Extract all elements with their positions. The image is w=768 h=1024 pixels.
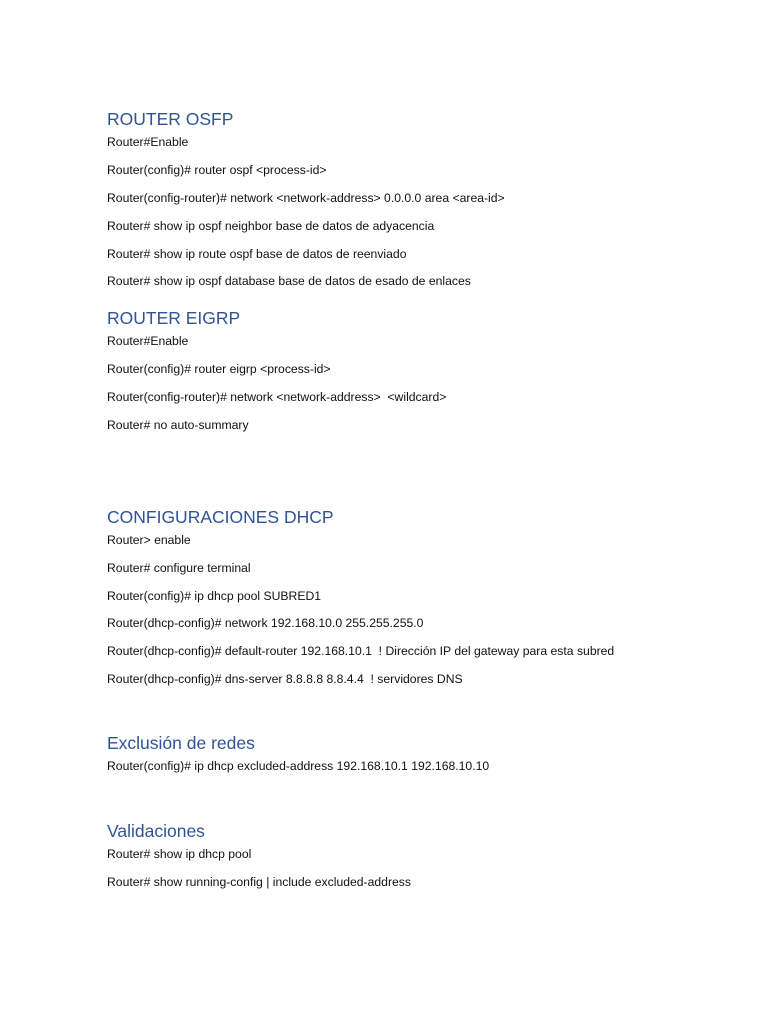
command-line: Router(dhcp-config)# network 192.168.10.0 255.255.255.0 xyxy=(107,616,424,630)
command-line: Router(dhcp-config)# default-router 192.168.10.1 ! Dirección IP del gateway para esta subred xyxy=(107,644,615,658)
command-line: Router# show ip route ospf base de datos de reenviado xyxy=(107,247,407,261)
command-line: Router(config)# ip dhcp pool SUBRED1 xyxy=(107,589,322,603)
command-line: Router(config)# ip dhcp excluded-address 192.168.10.1 192.168.10.10 xyxy=(107,759,490,773)
section-heading-dhcp: CONFIGURACIONES DHCP xyxy=(107,507,334,527)
command-line: Router(config)# router eigrp <process-id> xyxy=(107,362,331,376)
command-line: Router> enable xyxy=(107,533,191,547)
section-heading-validaciones: Validaciones xyxy=(107,821,205,841)
command-line: Router# configure terminal xyxy=(107,561,251,575)
section-heading-router-ospf: ROUTER OSFP xyxy=(107,109,234,129)
command-line: Router(config)# router ospf <process-id> xyxy=(107,163,327,177)
command-line: Router#Enable xyxy=(107,135,189,149)
command-line: Router(dhcp-config)# dns-server 8.8.8.8 8.8.4.4 ! servidores DNS xyxy=(107,672,463,686)
command-line: Router# no auto-summary xyxy=(107,418,249,432)
command-line: Router# show ip ospf database base de datos de esado de enlaces xyxy=(107,274,471,288)
command-line: Router#Enable xyxy=(107,334,189,348)
command-line: Router# show ip ospf neighbor base de datos de adyacencia xyxy=(107,219,435,233)
section-heading-exclusion: Exclusión de redes xyxy=(107,733,255,753)
command-line: Router# show running-config | include excluded-address xyxy=(107,875,411,889)
command-line: Router(config-router)# network <network-address> 0.0.0.0 area <area-id> xyxy=(107,191,505,205)
section-heading-router-eigrp: ROUTER EIGRP xyxy=(107,308,241,328)
command-line: Router(config-router)# network <network-address> <wildcard> xyxy=(107,390,447,404)
command-line: Router# show ip dhcp pool xyxy=(107,847,252,861)
